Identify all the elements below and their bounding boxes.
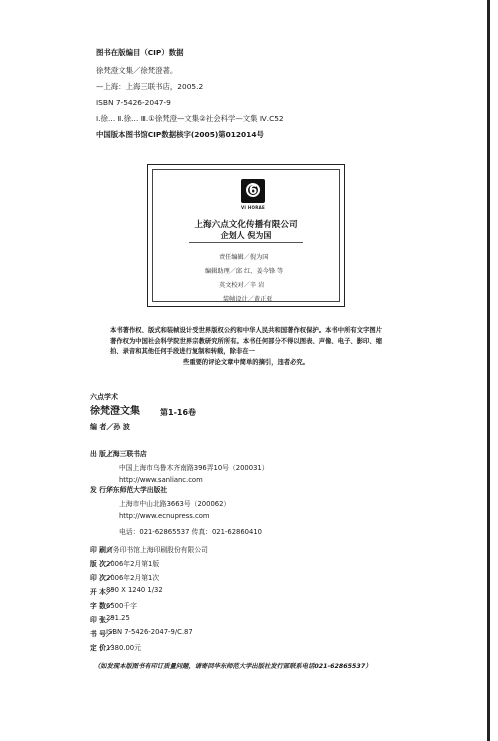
- sheets: 291.25: [106, 614, 130, 622]
- isbn-label: 书 号／: [90, 630, 113, 638]
- word-count-label: 字 数／: [90, 602, 113, 610]
- publisher-url: http://www.sanlianc.com: [119, 476, 203, 484]
- edition-label: 版 次／: [90, 560, 113, 568]
- isbn: ISBN 7-5426-2047-9/C.87: [106, 628, 193, 636]
- publisher-logo-icon: [241, 179, 265, 203]
- issuer-url: http://www.ecnupress.com: [119, 512, 210, 520]
- notice-last-line: 些重要的评论文章中简单的摘引，违者必究。: [183, 358, 309, 366]
- credit-assistant: 编辑助理／邱 红、姜今锋 等: [205, 268, 284, 275]
- colophon-box: [147, 164, 345, 307]
- printing-label: 印 次／: [90, 574, 113, 582]
- cip-record: 中国版本图书馆CIP数据核字(2005)第012014号: [96, 130, 264, 139]
- sheets-label: 印 张／: [90, 616, 113, 624]
- issuer: 华东师范大学出版社: [106, 486, 168, 494]
- publisher-address: 中国上海市乌鲁木齐南路396弄10号（200031）: [119, 464, 269, 472]
- cip-line-3: ISBN 7-5426-2047-9: [96, 98, 171, 107]
- planner: 企划人 倪为国: [220, 231, 272, 240]
- cip-line-2: —上海：上海三联书店，2005.2: [96, 82, 204, 91]
- credit-designer: 装帧设计／黄正亚: [223, 296, 273, 303]
- publisher-label: 出 版／: [90, 450, 113, 458]
- editor: 编 者／孙 波: [90, 423, 130, 431]
- printing: 2006年2月第1次: [106, 574, 160, 582]
- edition: 2006年2月第1版: [106, 560, 160, 568]
- issuer-address: 上海市中山北路3663号（200062）: [119, 500, 231, 508]
- notice-body: 本书著作权、版式和装帧设计受世界版权公约和中华人民共和国著作权保护。本书中所有文字图片著作权为中国社会科学院世界宗教研究所所有。本书任何部分不得以图表、声像、电子、影印、缩拍、录音和其他任何手段进行复制和转载，除非在一: [110, 327, 382, 356]
- format: 890 X 1240 1/32: [106, 586, 163, 594]
- volume-range: 第1-16卷: [160, 408, 197, 417]
- logo-digit: 6: [248, 183, 258, 197]
- printer: 商务印书馆上海印刷股份有限公司: [106, 546, 208, 554]
- colophon-frame: [152, 169, 340, 302]
- credit-proofreader: 英文校对／辛 岩: [219, 282, 265, 289]
- book-title: 徐梵澄文集: [90, 406, 140, 417]
- copyright-notice: [110, 326, 382, 368]
- cip-heading: 图书在版编目（CIP）数据: [96, 48, 184, 57]
- company-name: 上海六点文化传播有限公司: [194, 220, 298, 230]
- issuer-label: 发 行／: [90, 486, 113, 494]
- price: 1380.00元: [106, 644, 141, 652]
- cip-line-1: 徐梵澄文集／徐梵澄著。: [96, 66, 178, 75]
- issuer-phone: 电话：021-62865537 传真：021-62860410: [119, 528, 262, 536]
- logo-text: VI HORAE: [240, 205, 266, 210]
- colophon-divider: [189, 242, 303, 243]
- printer-label: 印 刷／: [90, 546, 113, 554]
- price-label: 定 价／: [90, 644, 113, 652]
- word-count: 6500千字: [106, 602, 137, 610]
- format-label: 开 本／: [90, 588, 113, 596]
- series-name: 六点学术: [90, 393, 118, 401]
- cip-line-4: Ⅰ.徐… Ⅱ.徐… Ⅲ.①徐梵澄—文集②社会科学—文集 Ⅳ.C52: [96, 114, 284, 123]
- quality-notice: （如发现本版图书有印订质量问题，请寄回华东师范大学出版社发行部联系电话021-62865537）: [94, 663, 372, 670]
- credit-editor: 责任编辑／倪为国: [219, 254, 269, 261]
- publisher: 上海三联书店: [106, 450, 147, 458]
